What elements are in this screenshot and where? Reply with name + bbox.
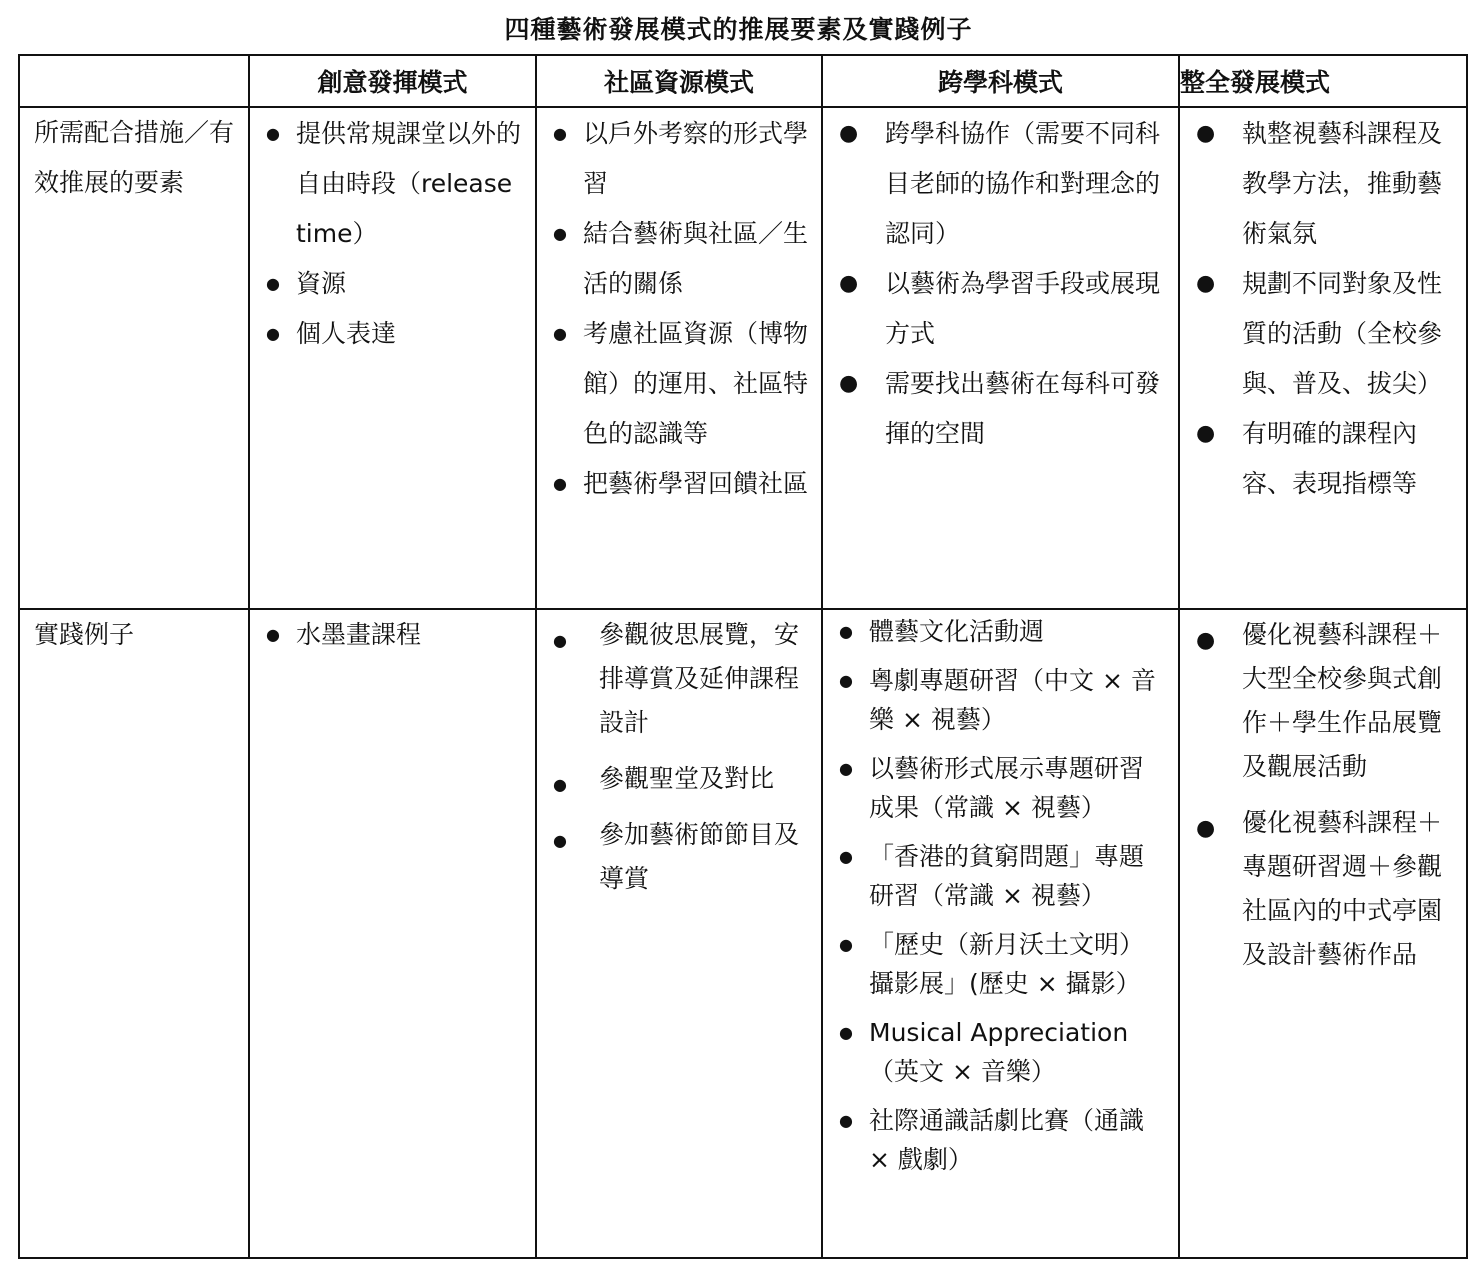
bullet-icon: ● [553,124,567,143]
bullet-icon: ● [266,625,280,644]
bullet-icon: ● [1196,121,1216,146]
list-item [537,109,821,209]
table-row-elements [19,107,1467,609]
bullet-icon: ● [839,371,859,396]
bullet-list [1180,108,1466,509]
bullet-icon: ● [1196,271,1216,296]
list-item-text: 參加藝術節節目及導賞 [599,820,800,893]
cell-examples-holistic [1179,609,1467,1258]
page-title: 四種藝術發展模式的推展要素及實踐例子 [504,15,973,44]
list-item [823,661,1178,739]
bullet-list [1180,610,1466,977]
bullet-icon: ● [839,759,853,778]
header-empty [19,55,249,107]
cell-examples-creative [249,609,536,1258]
bullet-icon: ● [553,474,567,493]
list-item-text: 「香港的貧窮問題」專題研習（常識 × 視藝） [869,842,1145,910]
list-item [537,613,821,745]
bullet-icon: ● [1196,816,1216,841]
list-item-text: 個人表達 [296,319,397,348]
list-item-text: 社際通識話劇比賽（通識 × 戲劇） [869,1106,1145,1174]
bullet-icon: ● [839,622,853,641]
list-item-text: 參觀聖堂及對比 [599,764,775,793]
header-interdisciplinary-model: 跨學科模式 [822,55,1179,107]
list-item [537,459,821,509]
list-item-text: 優化視藝科課程＋專題研習週＋參觀社區內的中式亭園及設計藝術作品 [1242,808,1443,969]
bullet-icon: ● [839,935,853,954]
list-item [250,109,535,259]
bullet-list [250,610,535,660]
bullet-list [537,610,821,901]
list-item [823,749,1178,827]
cell-elements-interdisciplinary [822,107,1179,609]
list-item [537,309,821,459]
list-item [250,259,535,309]
list-item-text: 水墨畫課程 [296,620,422,649]
bullet-list [250,108,535,359]
header-holistic-model: 整全發展模式 [1179,55,1467,107]
list-item-text: 「歷史（新月沃土文明）攝影展」(歷史 × 攝影） [869,930,1145,998]
list-item [823,1101,1178,1179]
bullet-icon: ● [553,324,567,343]
bullet-icon: ● [553,224,567,243]
header-row [19,55,1467,107]
cell-examples-community [536,609,822,1258]
list-item-text: 以藝術形式展示專題研習成果（常識 × 視藝） [869,754,1145,822]
list-item [1180,801,1466,977]
list-item [823,837,1178,915]
cell-elements-community [536,107,822,609]
bullet-icon: ● [553,631,567,650]
bullet-icon: ● [266,124,280,143]
bullet-icon: ● [1196,628,1216,653]
list-item [1180,259,1466,409]
header-community-model: 社區資源模式 [536,55,822,107]
bullet-icon: ● [1196,421,1216,446]
list-item [537,813,821,901]
bullet-icon: ● [266,274,280,293]
list-item-text: 體藝文化活動週 [869,617,1045,646]
row-label-examples: 實踐例子 [19,609,249,1258]
bullet-icon: ● [839,121,859,146]
list-item-text: 需要找出藝術在每科可發揮的空間 [885,369,1161,448]
list-item [823,259,1178,359]
list-item-text: 有明確的課程內容、表現指標等 [1242,419,1418,498]
bullet-icon: ● [839,1111,853,1130]
list-item [250,610,535,660]
list-item [1180,109,1466,259]
bullet-icon: ● [266,324,280,343]
list-item [823,1013,1178,1091]
list-item-text: 粵劇專題研習（中文 × 音樂 × 視藝） [869,666,1156,734]
cell-examples-interdisciplinary [822,609,1179,1258]
list-item [823,925,1178,1003]
list-item-text: 優化視藝科課程＋大型全校參與式創作＋學生作品展覽及觀展活動 [1242,620,1443,781]
list-item-text: 把藝術學習回饋社區 [583,469,809,498]
bullet-list [823,108,1178,459]
list-item-text: 考慮社區資源（博物館）的運用、社區特色的認識等 [583,319,809,448]
list-item [1180,409,1466,509]
list-item [250,309,535,359]
bullet-icon: ● [553,775,567,794]
list-item-text: 結合藝術與社區／生活的關係 [583,219,809,298]
list-item [823,109,1178,259]
bullet-icon: ● [839,847,853,866]
list-item-text: 執整視藝科課程及教學方法，推動藝術氣氛 [1242,119,1443,248]
bullet-icon: ● [839,1023,853,1042]
list-item-text: Musical Appreciation（英文 × 音樂） [869,1018,1129,1086]
bullet-list [537,108,821,509]
bullet-icon: ● [839,671,853,690]
list-item [823,359,1178,459]
cell-elements-holistic [1179,107,1467,609]
cell-elements-creative [249,107,536,609]
list-item [537,209,821,309]
bullet-icon: ● [553,831,567,850]
list-item-text: 跨學科協作（需要不同科目老師的協作和對理念的認同） [885,119,1161,248]
models-table [18,54,1468,1259]
table-row-examples [19,609,1467,1258]
row-label-elements: 所需配合措施／有效推展的要素 [19,107,249,609]
list-item [537,757,821,801]
list-item-text: 提供常規課堂以外的自由時段（release time） [296,119,522,248]
list-item [823,612,1178,651]
list-item-text: 規劃不同對象及性質的活動（全校參與、普及、拔尖） [1242,269,1443,398]
list-item-text: 以藝術為學習手段或展現方式 [885,269,1161,348]
list-item [1180,613,1466,789]
header-creative-model: 創意發揮模式 [249,55,536,107]
list-item-text: 參觀彼思展覽，安排導賞及延伸課程設計 [599,620,800,737]
list-item-text: 資源 [296,269,347,298]
bullet-list [823,610,1178,1179]
bullet-icon: ● [839,271,859,296]
list-item-text: 以戶外考察的形式學習 [583,119,809,198]
